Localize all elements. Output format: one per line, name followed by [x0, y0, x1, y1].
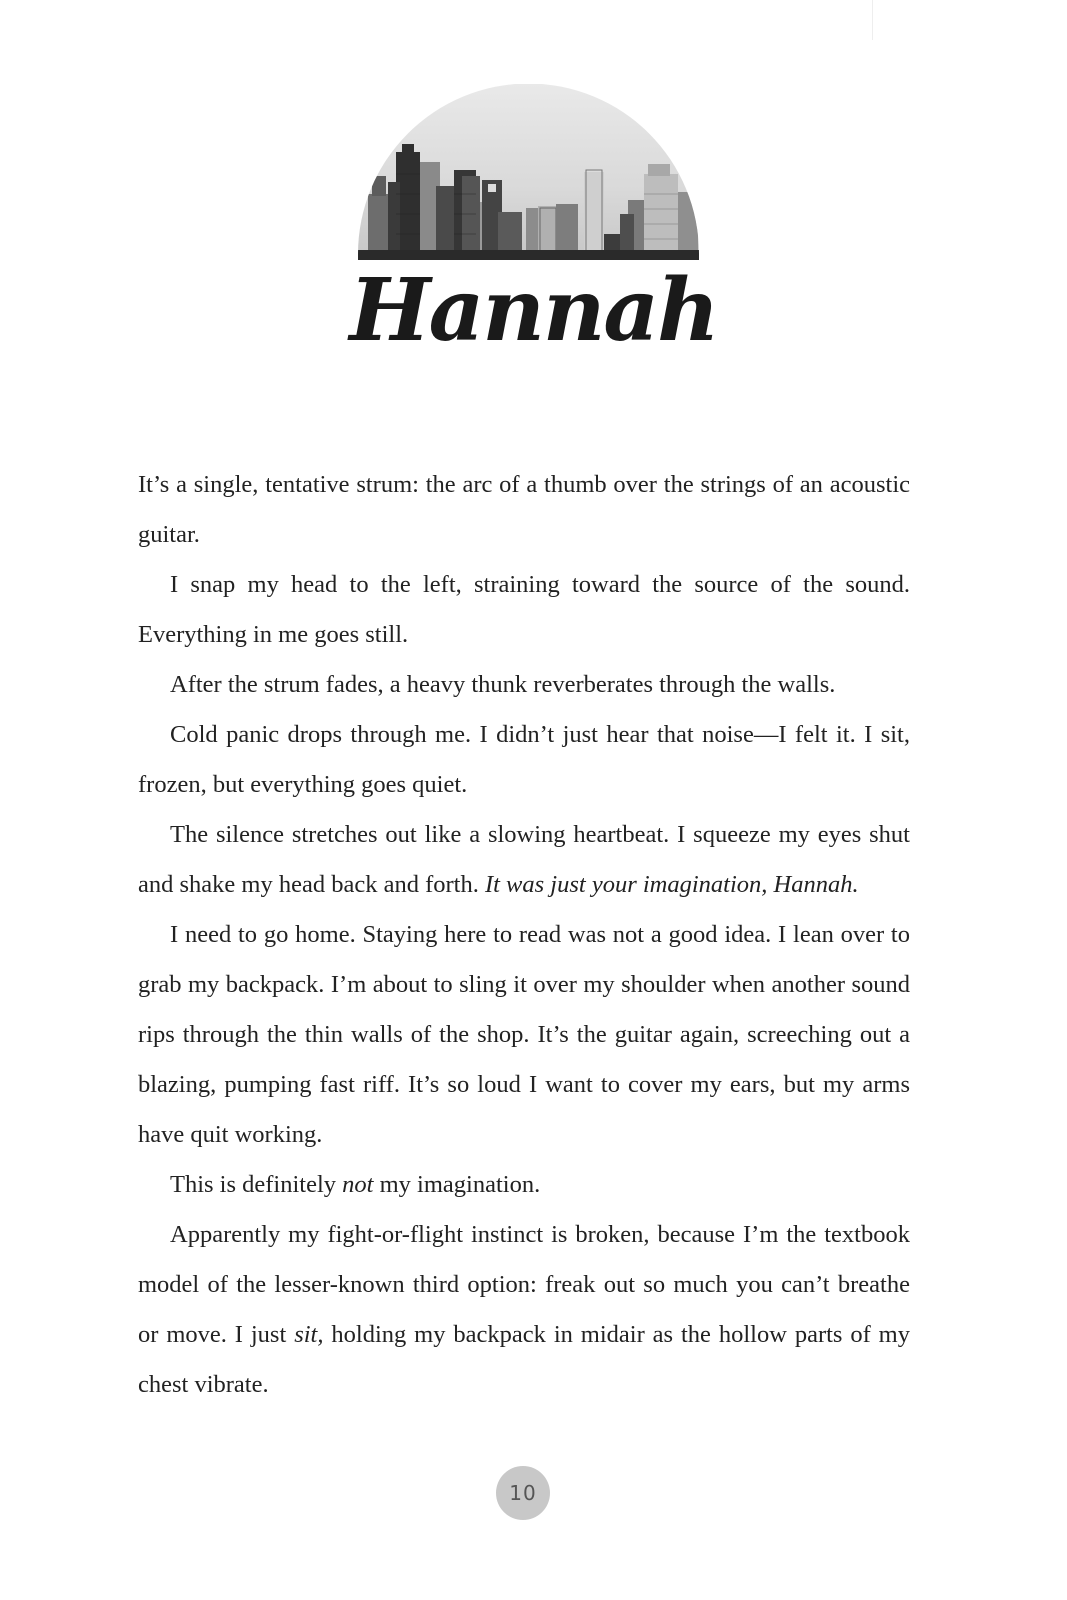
paragraph-text: Apparently my fight-or-flight instinct is broken, because I’m the textbook model of the lesser-known third option: freak out so much you can’t breathe or move. I just — [138, 1221, 910, 1348]
paragraph-text: Cold panic drops through me. I didn’t just hear that noise—I felt it. I sit, frozen, but everything goes quiet. — [138, 721, 910, 798]
paragraph — [138, 710, 910, 810]
italic-text: sit, — [294, 1321, 324, 1348]
page-number: 10 — [496, 1466, 550, 1520]
chapter-body — [138, 460, 910, 1410]
paragraph-text: This is definitely — [170, 1171, 343, 1198]
italic-text: It was just your imagination, Hannah. — [484, 871, 859, 898]
paragraph — [138, 810, 910, 910]
corner-mark — [872, 0, 873, 40]
italic-text: not — [342, 1171, 374, 1198]
paragraph — [138, 910, 910, 1160]
paragraph — [138, 1160, 910, 1210]
paragraph-text: It’s a single, tentative strum: the arc of a thumb over the strings of an acoustic guitar. — [138, 471, 910, 548]
paragraph-text: I snap my head to the left, straining toward the source of the sound. Everything in me goes still. — [138, 571, 910, 648]
paragraph — [138, 1210, 910, 1410]
city-skyline-icon — [358, 84, 699, 260]
chapter-title: Hannah — [349, 260, 718, 361]
paragraph — [138, 460, 910, 560]
paragraph-text: my imagination. — [373, 1171, 541, 1198]
paragraph-text: After the strum fades, a heavy thunk reverberates through the walls. — [170, 671, 836, 698]
paragraph — [138, 660, 910, 710]
paragraph-text: The silence stretches out like a slowing heartbeat. I squeeze my eyes shut and shake my head back and forth. — [138, 821, 910, 898]
paragraph-text: holding my backpack in midair as the hollow parts of my chest vibrate. — [138, 1321, 910, 1398]
paragraph-text: I need to go home. Staying here to read was not a good idea. I lean over to grab my backpack. I’m about to sling it over my shoulder when another sound rips through the thin walls of the shop. It’s the guitar again, screeching out a blazing, pumping fast riff. It’s so loud I want to cover my ears, but my arms have quit working. — [138, 921, 910, 1148]
paragraph — [138, 560, 910, 660]
